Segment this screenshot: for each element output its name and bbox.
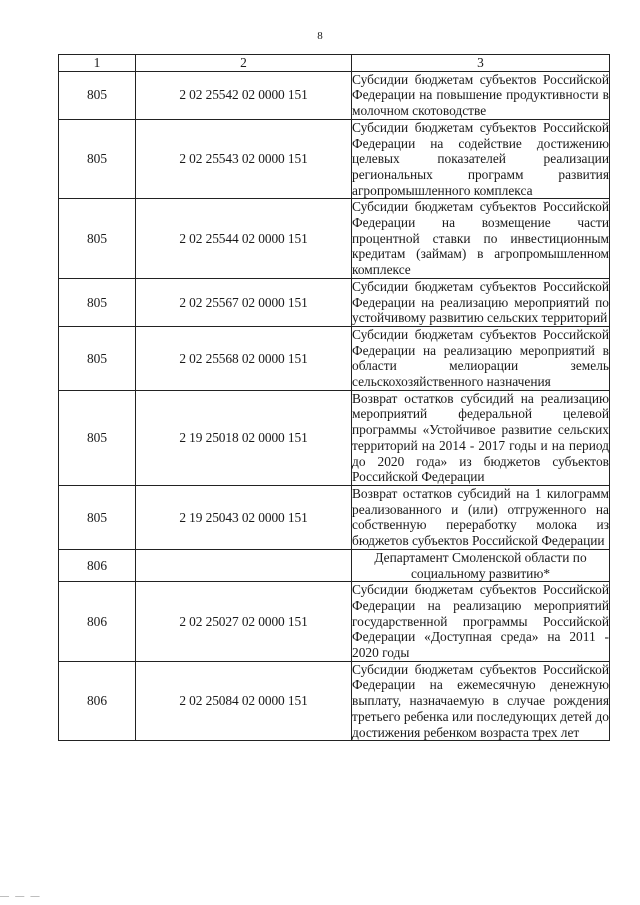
table-header-row <box>59 55 610 72</box>
admin-code-cell: 805 <box>59 390 136 485</box>
revenue-name-cell: Субсидии бюджетам субъектов Российской Федерации на ежемесячную денежную выплату, назначаемую в случае рождения третьего ребенка или последующих детей до достижения ребенком возраста трех лет <box>352 661 609 740</box>
revenue-code-cell: 2 02 25544 02 0000 151 <box>136 199 352 279</box>
table-row <box>59 661 610 741</box>
page-number: 8 <box>317 30 323 42</box>
department-row <box>59 549 610 581</box>
revenue-code-cell <box>136 549 352 581</box>
table-row <box>59 485 610 549</box>
revenue-code-cell: 2 02 25084 02 0000 151 <box>136 661 352 741</box>
revenue-name-cell: Субсидии бюджетам субъектов Российской Федерации на реализацию мероприятий государственной программы Российской Федерации «Доступная среда» на 2011 - 2020 годы <box>352 582 609 661</box>
revenue-code-cell: 2 02 25543 02 0000 151 <box>136 119 352 199</box>
admin-code-cell: 806 <box>59 549 136 581</box>
revenue-name-cell: Субсидии бюджетам субъектов Российской Федерации на реализацию мероприятий по устойчивому развитию сельских территорий <box>352 278 609 326</box>
table-row <box>59 278 610 326</box>
revenue-code-cell: 2 19 25043 02 0000 151 <box>136 485 352 549</box>
table-row <box>59 199 610 279</box>
table-row <box>59 119 610 199</box>
admin-code-cell: 805 <box>59 199 136 279</box>
revenue-name-cell: Субсидии бюджетам субъектов Российской Федерации на реализацию мероприятий в области мелиорации земель сельскохозяйственного назначения <box>352 326 609 390</box>
revenue-code-cell: 2 19 25018 02 0000 151 <box>136 390 352 485</box>
department-name-cell: Департамент Смоленской области по социальному развитию* <box>352 549 610 581</box>
revenue-code-cell: 2 02 25568 02 0000 151 <box>136 326 352 390</box>
revenue-name-cell: Субсидии бюджетам субъектов Российской Федерации на возмещение части процентной ставки по инвестиционным кредитам (займам) в агропромышленном комплексе <box>352 199 609 278</box>
budget-classification-table <box>58 54 610 741</box>
table-row <box>59 71 610 119</box>
scan-corner-mark: — — — <box>0 891 42 901</box>
column-header-1: 1 <box>59 55 136 72</box>
revenue-name-cell: Субсидии бюджетам субъектов Российской Федерации на содействие достижению целевых показателей реализации региональных программ развития агропромышленного комплекса <box>352 119 609 198</box>
revenue-code-cell: 2 02 25567 02 0000 151 <box>136 278 352 326</box>
revenue-name-cell: Возврат остатков субсидий на 1 килограмм реализованного и (или) отгруженного на собственную переработку молока из бюджетов субъектов Российской Федерации <box>352 485 609 549</box>
revenue-code-cell: 2 02 25027 02 0000 151 <box>136 582 352 662</box>
admin-code-cell: 805 <box>59 119 136 199</box>
admin-code-cell: 805 <box>59 71 136 119</box>
admin-code-cell: 805 <box>59 326 136 390</box>
table-row <box>59 390 610 485</box>
admin-code-cell: 806 <box>59 582 136 662</box>
column-header-2: 2 <box>136 55 352 72</box>
table-row <box>59 326 610 390</box>
revenue-code-cell: 2 02 25542 02 0000 151 <box>136 71 352 119</box>
admin-code-cell: 806 <box>59 661 136 741</box>
revenue-name-cell: Субсидии бюджетам субъектов Российской Федерации на повышение продуктивности в молочном скотоводстве <box>352 71 609 119</box>
column-header-3: 3 <box>352 55 610 72</box>
admin-code-cell: 805 <box>59 278 136 326</box>
admin-code-cell: 805 <box>59 485 136 549</box>
revenue-name-cell: Возврат остатков субсидий на реализацию мероприятий федеральной целевой программы «Устойчивое развитие сельских территорий на 2014 - 2017 годы и на период до 2020 года» из бюджетов субъектов Российской Федерации <box>352 390 609 485</box>
table-row <box>59 582 610 662</box>
